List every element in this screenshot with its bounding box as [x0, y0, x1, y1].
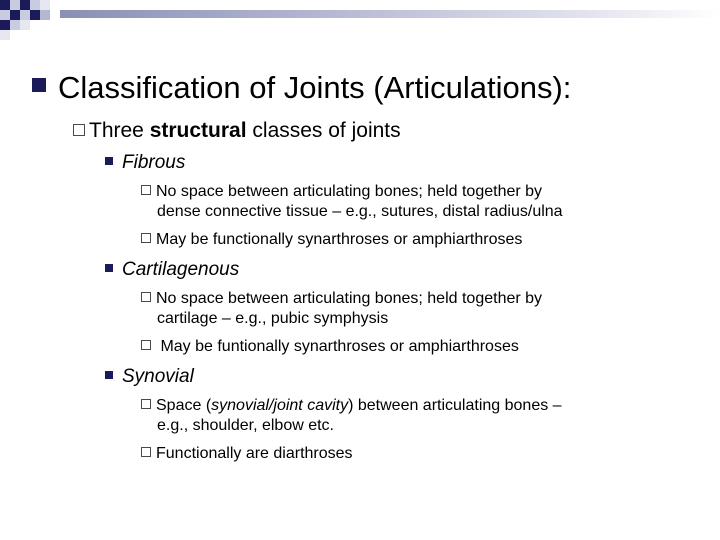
square-bullet-icon — [105, 157, 113, 165]
point-line-continuation — [157, 203, 563, 221]
square-bullet-icon — [32, 78, 46, 92]
subtitle-suffix: classes of joints — [246, 119, 401, 142]
slide-title: Classification of Joints (Articulations): — [58, 70, 572, 105]
hollow-square-bullet-icon — [73, 124, 85, 136]
point-line — [141, 231, 522, 249]
hollow-square-bullet-icon — [141, 185, 151, 195]
point-line — [141, 290, 542, 308]
class-name: Fibrous — [122, 152, 186, 173]
point-text: dense connective tissue – e.g., sutures, distal radius/ulna — [157, 203, 563, 220]
hollow-square-bullet-icon — [141, 233, 151, 243]
hollow-square-bullet-icon — [141, 399, 151, 409]
point-text-pre: Space ( — [156, 397, 212, 414]
hollow-square-bullet-icon — [141, 447, 151, 457]
subtitle-line — [73, 119, 401, 143]
point-line — [141, 338, 519, 356]
slide-title-line — [32, 70, 571, 106]
hollow-square-bullet-icon — [141, 340, 151, 350]
class-heading-fibrous — [105, 152, 185, 174]
point-text-post: ) between articulating bones – — [348, 397, 562, 414]
hollow-square-bullet-icon — [141, 292, 151, 302]
point-text-italic: synovial/joint cavity — [211, 397, 349, 414]
class-name: Synovial — [122, 366, 194, 387]
point-text: May be funtionally synarthroses or amphiarthroses — [156, 338, 519, 355]
point-line-continuation — [157, 417, 334, 435]
subtitle-prefix: Three — [89, 119, 150, 142]
square-bullet-icon — [105, 264, 113, 272]
class-heading-synovial — [105, 366, 194, 388]
class-name: Cartilagenous — [122, 259, 240, 280]
point-line — [141, 183, 542, 201]
point-line — [141, 397, 562, 415]
point-text: May be functionally synarthroses or amphiarthroses — [156, 231, 523, 248]
point-line-continuation — [157, 310, 388, 328]
point-text: No space between articulating bones; held together by — [156, 290, 543, 307]
point-text: Functionally are diarthroses — [156, 445, 353, 462]
point-line — [141, 445, 353, 463]
class-heading-cartilagenous — [105, 259, 239, 281]
subtitle-emphasis: structural — [149, 119, 247, 142]
point-text: No space between articulating bones; held together by — [156, 183, 543, 200]
point-text: cartilage – e.g., pubic symphysis — [157, 310, 389, 327]
point-text: e.g., shoulder, elbow etc. — [157, 417, 334, 434]
square-bullet-icon — [105, 371, 113, 379]
